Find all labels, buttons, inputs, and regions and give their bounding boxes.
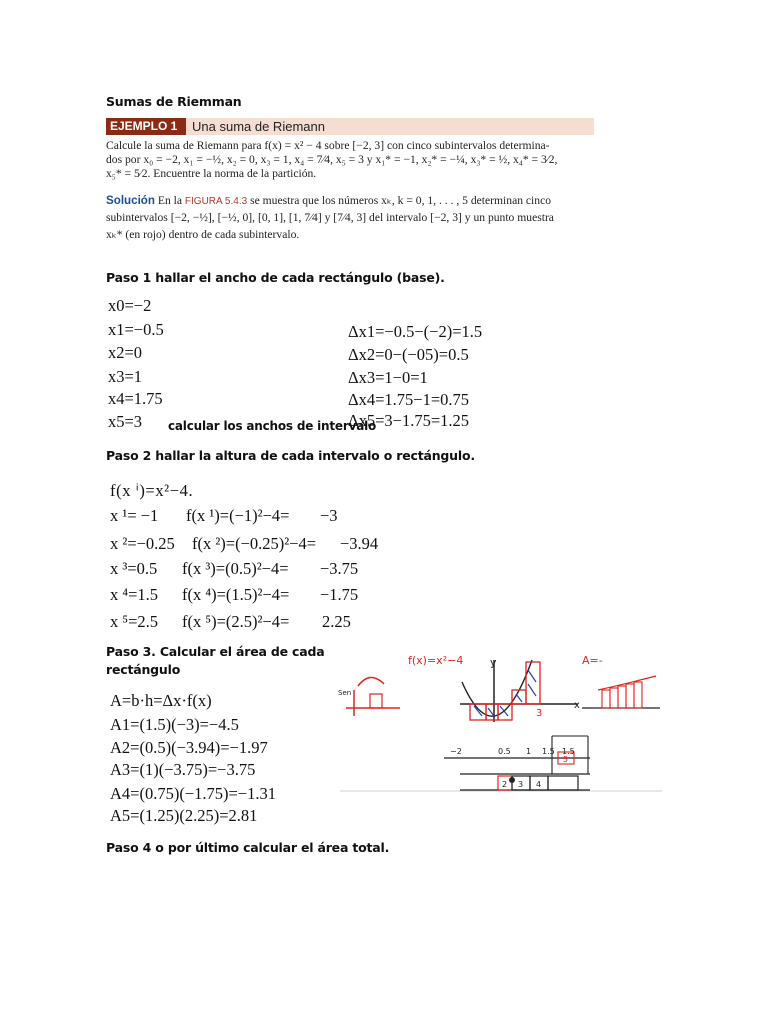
delta-x: Δx3=1−0=1 (348, 368, 428, 387)
box-label: 2 (502, 780, 508, 789)
y-axis-label: y (490, 656, 497, 669)
sample-f: f(x ¹)=(−1)²−4= (186, 506, 290, 525)
sample-x: x ³=0.5 (110, 559, 158, 578)
parabola-curve (462, 660, 532, 716)
sketch-number: 3 (536, 708, 543, 719)
paso2-heading: Paso 2 hallar la altura de cada intervalo o rectángulo. (106, 448, 475, 463)
height-formula: f(x ⁱ)=x²−4. (110, 481, 194, 500)
tick-label: 0.5 (498, 747, 511, 756)
box-label: 4 (536, 780, 542, 789)
right-sketch (582, 676, 660, 708)
paso3-heading-line1: Paso 3. Calcular el área de cada (106, 644, 325, 659)
box-label: 5 (563, 755, 569, 764)
delta-x: Δx1=−0.5−(−2)=1.5 (348, 322, 483, 341)
sample-f: f(x ³)=(0.5)²−4= (182, 559, 289, 578)
area-value: A5=(1.25)(2.25)=2.81 (110, 806, 258, 825)
delta-x: Δx5=3−1.75=1.25 (348, 411, 470, 430)
x-value: x5=3 (108, 412, 143, 431)
solution-text-b: se muestra que los números xₖ, k = 0, 1, . . . , 5 determinan cinco (250, 194, 552, 207)
area-label: A=- (582, 654, 603, 667)
area-value: A1=(1.5)(−3)=−4.5 (110, 715, 239, 734)
sample-x: x ⁴=1.5 (110, 585, 159, 604)
svg-text:Sen: Sen (338, 689, 352, 697)
solution-line-1 (106, 194, 551, 209)
paso3-heading-line2: rectángulo (106, 662, 181, 677)
example-badge: EJEMPLO 1 (106, 118, 186, 135)
sample-f: f(x ⁵)=(2.5)²−4= (182, 612, 290, 631)
x-value: x4=1.75 (108, 389, 163, 408)
solution-text-a: En la (157, 194, 183, 207)
delta-x: Δx4=1.75−1=0.75 (348, 390, 470, 409)
paso4-heading: Paso 4 o por último calcular el área total. (106, 840, 390, 855)
solution-line-2: subintervalos [−2, −½], [−½, 0], [0, 1], [1, 7⁄4] y [7⁄4, 3] del intervalo [−2, 3] y un punto muestra (106, 211, 554, 224)
anchos-note: calcular los anchos de intervalo (168, 419, 377, 433)
x-value: x1=−0.5 (108, 320, 164, 339)
function-label: f(x)=x²−4 (408, 654, 464, 667)
area-value: A2=(0.5)(−3.94)=−1.97 (110, 738, 268, 757)
area-formula: A=b·h=Δx·f(x) (110, 691, 212, 710)
sample-x: x ⁵=2.5 (110, 612, 159, 631)
x-axis-label: x (574, 700, 580, 711)
left-sketch (338, 677, 400, 716)
tick-label: 1 (526, 747, 532, 756)
sample-value: −3.75 (320, 559, 359, 578)
example-box (106, 118, 594, 244)
area-value: A3=(1)(−3.75)=−3.75 (110, 760, 256, 779)
sample-x: x ²=−0.25 (110, 534, 175, 553)
sample-f: f(x ⁴)=(1.5)²−4= (182, 585, 290, 604)
tick-label: 1.5 (542, 747, 555, 756)
sample-value: −3.94 (340, 534, 379, 553)
example-line-1: Calcule la suma de Riemann para f(x) = x² − 4 sobre [−2, 3] con cinco subintervalos determina- (106, 139, 550, 152)
example-line-3: x₅* = 5⁄2. Encuentre la norma de la partición. (106, 167, 317, 180)
page-title: Sumas de Riemman (106, 94, 242, 109)
sample-value: 2.25 (322, 612, 351, 631)
x-value: x0=−2 (108, 296, 152, 315)
solution-line-3: xₖ* (en rojo) dentro de cada subintervalo. (106, 228, 300, 241)
sample-value: −1.75 (320, 585, 359, 604)
x-value: x2=0 (108, 343, 143, 362)
example-line-2: dos por x₀ = −2, x₁ = −½, x₂ = 0, x₃ = 1, x₄ = 7⁄4, x₅ = 3 y x₁* = −1, x₂* = −¼, x₃* = ½, x₄* = 3⁄2, (106, 153, 558, 166)
number-line-sketch (444, 736, 590, 790)
sample-value: −3 (320, 506, 338, 525)
sample-f: f(x ²)=(−0.25)²−4= (192, 534, 317, 553)
figure-ref: FIGURA 5.4.3 (184, 196, 248, 207)
x-value: x3=1 (108, 367, 143, 386)
box-label: 3 (518, 780, 524, 789)
sample-x: x ¹= −1 (110, 506, 159, 525)
solution-label: Solución (106, 194, 155, 207)
example-title: Una suma de Riemann (186, 118, 594, 135)
paso1-heading: Paso 1 hallar el ancho de cada rectángulo (base). (106, 270, 445, 285)
riemann-sketch (340, 650, 662, 792)
tick-label: 1.5 (562, 747, 575, 756)
tick-label: −2 (450, 747, 462, 756)
area-value: A4=(0.75)(−1.75)=−1.31 (110, 784, 276, 803)
delta-x: Δx2=0−(−05)=0.5 (348, 345, 469, 364)
